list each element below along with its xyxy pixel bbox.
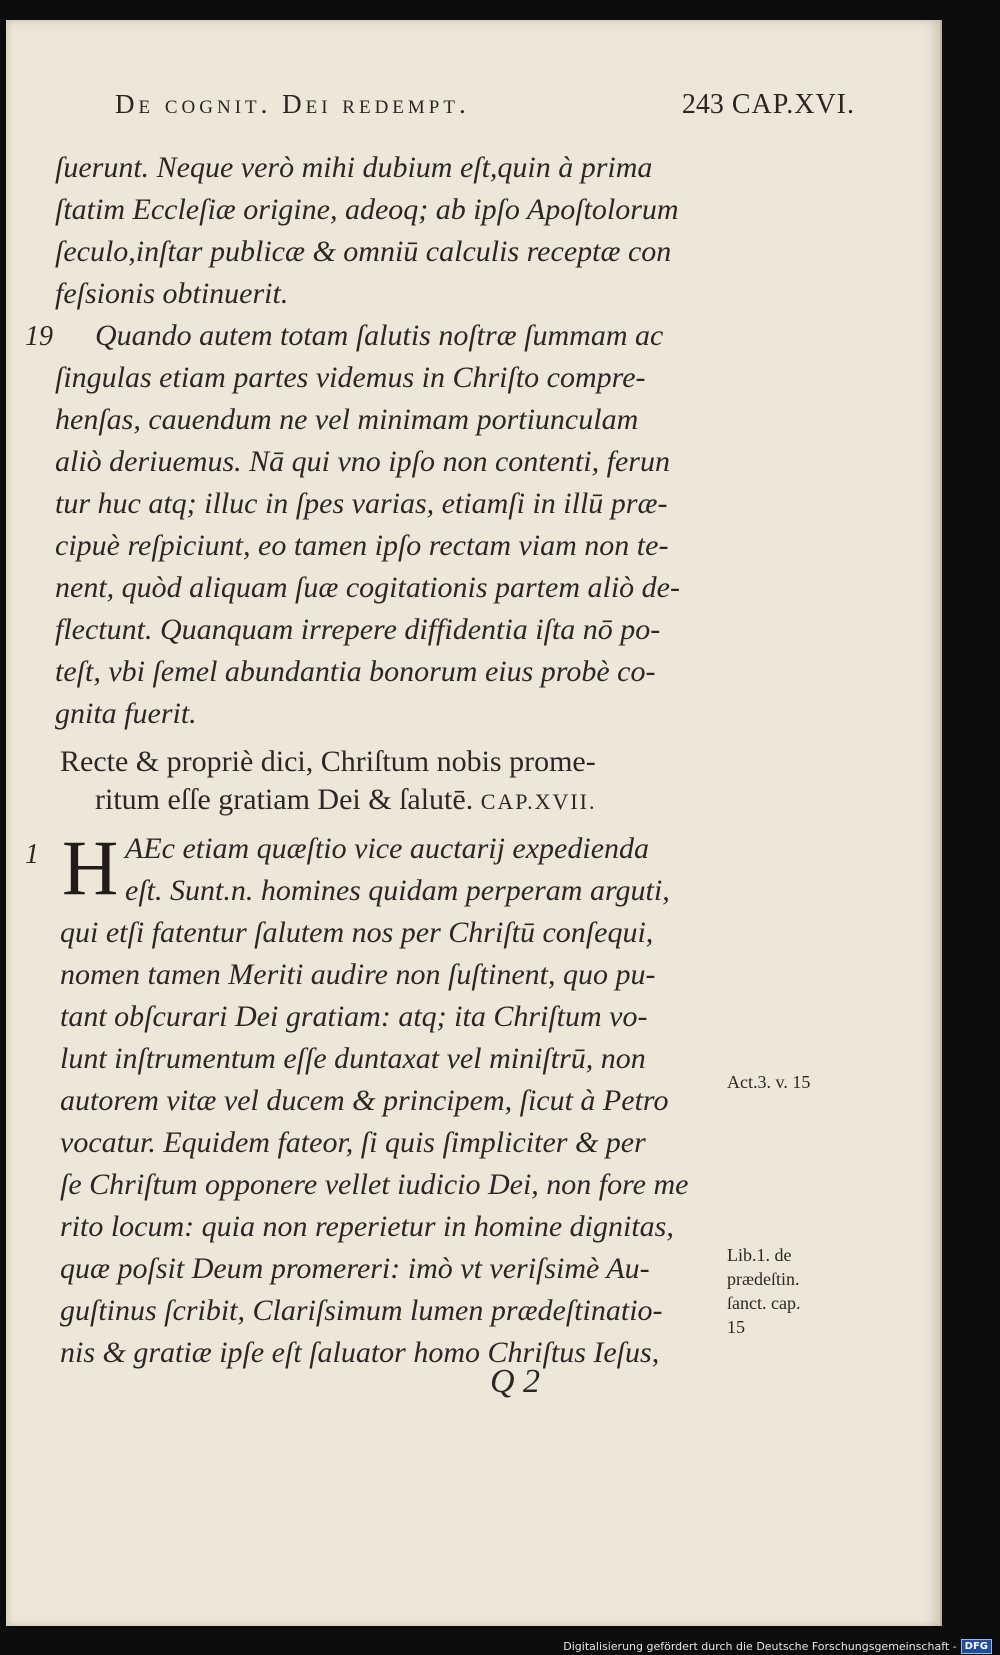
- digitization-footer: [563, 1639, 992, 1654]
- text-line: autorem vitæ vel ducem & principem, ſicut à Petro: [60, 1084, 669, 1117]
- margin-note-line: prædeſtin.: [727, 1269, 800, 1289]
- text-line: vocatur. Equidem fateor, ſi quis ſimpliciter & per: [60, 1126, 646, 1159]
- footer-text: Digitalisierung gefördert durch die Deutsche Forschungsgemeinschaft -: [563, 1640, 957, 1653]
- margin-note-line: 15: [727, 1317, 745, 1337]
- chapter-heading: Recte & propriè dici, Chriſtum nobis prome-: [60, 745, 596, 778]
- running-title: De cognit. Dei redempt.: [115, 89, 470, 119]
- margin-note-lib: [727, 1243, 800, 1339]
- text-line: nent, quòd aliquam ſuæ cogitationis partem aliò de-: [55, 571, 680, 604]
- text-line: feſsionis obtinuerit.: [55, 277, 289, 310]
- text-line: henſas, cauendum ne vel minimam portiunculam: [55, 403, 639, 436]
- page-number: 243: [681, 89, 724, 120]
- text-line: ſe Chriſtum opponere vellet iudicio Dei, non fore me: [60, 1168, 689, 1201]
- paragraph-number: 19: [25, 321, 53, 352]
- text-line: ſuerunt. Neque verò mihi dubium eſt,quin à prima: [55, 151, 653, 184]
- text-line: gnita fuerit.: [55, 697, 197, 730]
- paragraph-number: 1: [25, 839, 39, 870]
- text-line: nis & gratiæ ipſe eſt ſaluator homo Chriſtus Ieſus,: [60, 1336, 660, 1369]
- text-line: tant obſcurari Dei gratiam: atq; ita Chriſtum vo-: [60, 1000, 648, 1033]
- text-line: Quando autem totam ſalutis noſtræ ſummam ac: [95, 319, 664, 352]
- text-line: qui etſi fatentur ſalutem nos per Chriſtū conſequi,: [60, 916, 654, 949]
- chapter-number: CAP.XVII.: [480, 789, 597, 814]
- chapter-heading-cont: [95, 783, 597, 817]
- text-line: flectunt. Quanquam irrepere diffidentia iſta nō po-: [55, 613, 661, 646]
- text-line: guſtinus ſcribit, Clariſsimum lumen prædeſtinatio-: [60, 1294, 663, 1327]
- text-line: quæ poſsit Deum promereri: imò vt veriſsimè Au-: [60, 1252, 650, 1285]
- text-line: rito locum: quia non reperietur in homine dignitas,: [60, 1210, 674, 1243]
- text-line: aliò deriuemus. Nā qui vno ipſo non contenti, ferun: [55, 445, 670, 478]
- text-line: lunt inſtrumentum eſſe duntaxat vel miniſtrū, non: [60, 1042, 646, 1075]
- text-line: AEc etiam quæſtio vice auctarij expedienda: [125, 832, 650, 865]
- text-line: ſingulas etiam partes videmus in Chriſto compre-: [55, 361, 646, 394]
- text-line: tur huc atq; illuc in ſpes varias, etiamſi in illū præ-: [55, 487, 668, 520]
- margin-note-line: ſanct. cap.: [727, 1293, 801, 1313]
- margin-note-acts: Act.3. v. 15: [727, 1072, 811, 1092]
- text-line: cipuè reſpiciunt, eo tamen ipſo rectam viam non te-: [55, 529, 669, 562]
- margin-note-line: Lib.1. de: [727, 1245, 792, 1265]
- signature-mark: Q 2: [490, 1363, 541, 1400]
- page-header: [115, 89, 855, 121]
- text-line: ſeculo,inſtar publicæ & omniū calculis receptæ con: [55, 235, 672, 268]
- text-line: nomen tamen Meriti audire non ſuſtinent, quo pu-: [60, 958, 656, 991]
- text-line: ſtatim Eccleſiæ origine, adeoq; ab ipſo Apoſtolorum: [55, 193, 679, 226]
- text-line: teſt, vbi ſemel abundantia bonorum eius probè co-: [55, 655, 656, 688]
- chapter-label: CAP.XVI.: [731, 89, 855, 120]
- drop-cap: H: [62, 824, 119, 911]
- chapter-heading-text: ritum eſſe gratiam Dei & ſalutē.: [95, 783, 474, 816]
- text-line: eſt. Sunt.n. homines quidam perperam arguti,: [125, 874, 670, 907]
- dfg-logo: DFG: [961, 1639, 992, 1654]
